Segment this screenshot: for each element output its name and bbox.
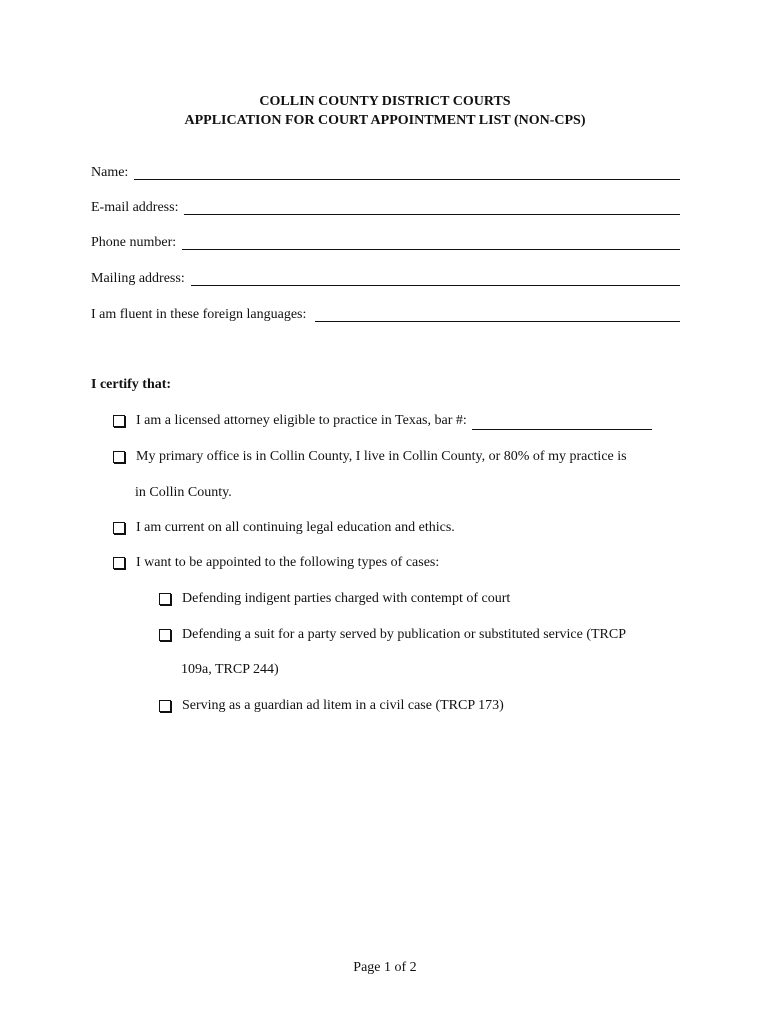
bar-number-input-line[interactable] — [472, 415, 652, 430]
certify-item-office — [113, 448, 627, 466]
checkbox-icon[interactable] — [113, 522, 125, 534]
email-label: E-mail address: — [91, 200, 179, 215]
document-title-line-2: APPLICATION FOR COURT APPOINTMENT LIST (NON-CPS) — [184, 113, 586, 128]
email-field-row — [91, 197, 680, 217]
publication-text-line-2: 109a, TRCP 244) — [181, 662, 279, 677]
case-types-text: I want to be appointed to the following types of cases: — [136, 555, 440, 570]
languages-field-row — [91, 304, 680, 324]
checkbox-icon[interactable] — [113, 415, 125, 427]
mailing-input-line[interactable] — [191, 267, 680, 286]
cle-text: I am current on all continuing legal education and ethics. — [136, 520, 455, 535]
case-type-guardian — [159, 697, 504, 715]
languages-input-line[interactable] — [315, 303, 680, 322]
guardian-text: Serving as a guardian ad litem in a civil case (TRCP 173) — [182, 698, 504, 713]
certify-item-case-types — [113, 554, 439, 572]
phone-input-line[interactable] — [182, 231, 680, 250]
licensed-label: I am a licensed attorney eligible to practice in Texas, bar #: — [136, 413, 467, 428]
case-type-contempt — [159, 590, 510, 608]
office-text-line-1: My primary office is in Collin County, I live in Collin County, or 80% of my practice is — [136, 449, 627, 464]
document-title-line-1: COLLIN COUNTY DISTRICT COURTS — [259, 94, 511, 109]
publication-text-line-1: Defending a suit for a party served by publication or substituted service (TRCP — [182, 627, 627, 642]
mailing-label: Mailing address: — [91, 271, 185, 286]
name-label: Name: — [91, 165, 129, 180]
email-input-line[interactable] — [184, 196, 680, 215]
checkbox-icon[interactable] — [159, 593, 171, 605]
checkbox-icon[interactable] — [113, 557, 125, 569]
contempt-text: Defending indigent parties charged with contempt of court — [182, 591, 511, 606]
certify-item-licensed — [113, 412, 652, 430]
office-text-line-2: in Collin County. — [135, 485, 232, 500]
phone-field-row — [91, 232, 680, 252]
mailing-field-row — [91, 268, 680, 288]
phone-label: Phone number: — [91, 235, 177, 250]
name-field-row — [91, 162, 680, 182]
licensed-text — [136, 412, 652, 430]
certify-heading: I certify that: — [91, 377, 172, 392]
checkbox-icon[interactable] — [113, 451, 125, 463]
languages-label: I am fluent in these foreign languages: — [91, 307, 307, 322]
checkbox-icon[interactable] — [159, 700, 171, 712]
name-input-line[interactable] — [134, 161, 680, 180]
checkbox-icon[interactable] — [159, 629, 171, 641]
case-type-publication — [159, 626, 626, 644]
certify-item-cle — [113, 519, 455, 537]
page-number: Page 1 of 2 — [353, 960, 417, 975]
